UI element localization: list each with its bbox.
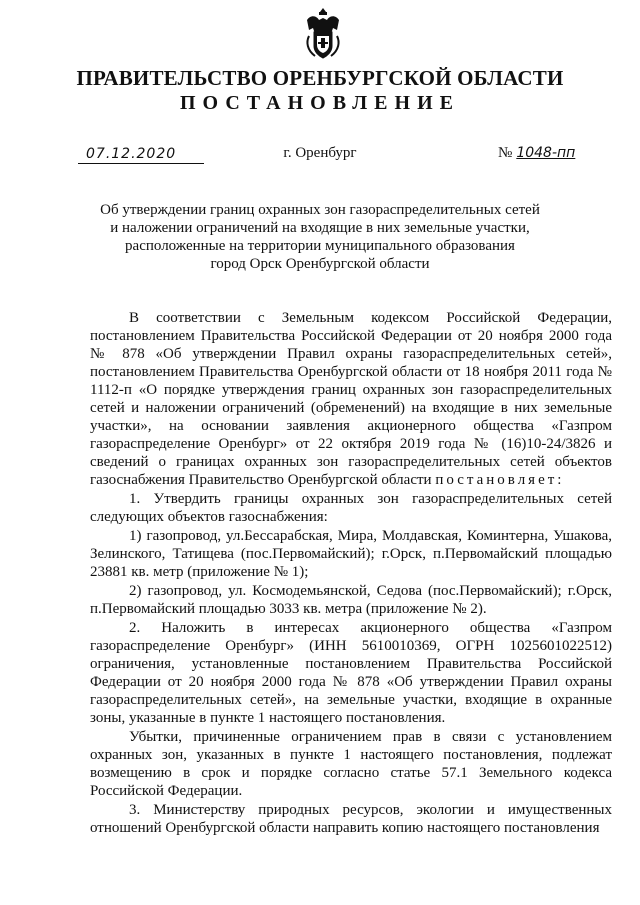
- clause-1: 1. Утвердить границы охранных зон газораспределительных сетей следующих объектов газоснабжения:: [90, 491, 612, 525]
- preamble-text: В соответствии с Земельным кодексом Российской Федерации, постановлением Правительства Российской Федерации от 20 ноября 2000 года № 878 «Об утверждении Правил охраны газораспределительных сетей», постановлением Правительства Оренбургской области от 18 ноября 2011 года № 1112-п «О порядке утверждения границ охранных зон газораспределительных сетей и наложении ограничений (обременений) на входящие в них земельные участки», на основании заявления акционерного общества «Газпром газораспределение Оренбург» от 22 октября 2019 года № (16)10-24/3826 и сведений о границах охранных зон газораспределительных сетей объектов газоснабжения Правительство Оренбургской области: [90, 310, 612, 488]
- document-subject: [80, 201, 560, 273]
- government-title: ПРАВИТЕЛЬСТВО ОРЕНБУРГСКОЙ ОБЛАСТИ: [76, 66, 564, 90]
- clause-1-item-1: 1) газопровод, ул.Бессарабская, Мира, Молдавская, Коминтерна, Ушакова, Зелинского, Татищева (пос.Первомайский); г.Орск, п.Первомайский площадью 23881 кв. метр (приложение № 1);: [90, 528, 612, 580]
- number-value: 1048-пп: [516, 145, 576, 161]
- document-body: [90, 309, 612, 837]
- subject-line: расположенные на территории муниципального образования: [125, 238, 515, 254]
- preamble-paragraph: [90, 309, 612, 489]
- subject-line: Об утверждении границ охранных зон газораспределительных сетей: [100, 202, 540, 218]
- number-prefix: №: [498, 145, 513, 161]
- document-number: [498, 145, 575, 162]
- clause-2: 2. Наложить в интересах акционерного общества «Газпром газораспределение Оренбург» (ИНН 5610010369, ОГРН 1025601022512) ограничения, установленные постановлением Правительства Российской Федерации от 20 ноября 2000 года № 878 «Об утверждении Правил охраны газораспределительных сетей», на земельные участки, входящие в охранные зоны, указанные в пункте 1 настоящего постановления.: [90, 620, 612, 726]
- subject-line: город Орск Оренбургской области: [210, 256, 430, 272]
- clause-1-item-2: 2) газопровод, ул. Космодемьянской, Седова (пос.Первомайский); г.Орск, п.Первомайский площадью 3033 кв. метра (приложение № 2).: [90, 583, 612, 617]
- resolves-word: постановляет:: [435, 472, 565, 488]
- subject-line: и наложении ограничений на входящие в них земельные участки,: [110, 220, 530, 236]
- coat-of-arms-icon: [303, 6, 343, 60]
- clause-3: 3. Министерству природных ресурсов, экологии и имущественных отношений Оренбургской области направить копию настоящего постановления: [90, 802, 612, 836]
- document-type-title: ПОСТАНОВЛЕНИЕ: [180, 92, 460, 114]
- clause-2-losses: Убытки, причиненные ограничением прав в связи с установлением охранных зон, указанных в пункте 1 настоящего постановления, подлежат возмещению в срок и порядке согласно статье 57.1 Земельного кодекса Российской Федерации.: [90, 729, 612, 799]
- document-city: г. Оренбург: [283, 145, 357, 161]
- document-date: 07.12.2020: [78, 145, 204, 164]
